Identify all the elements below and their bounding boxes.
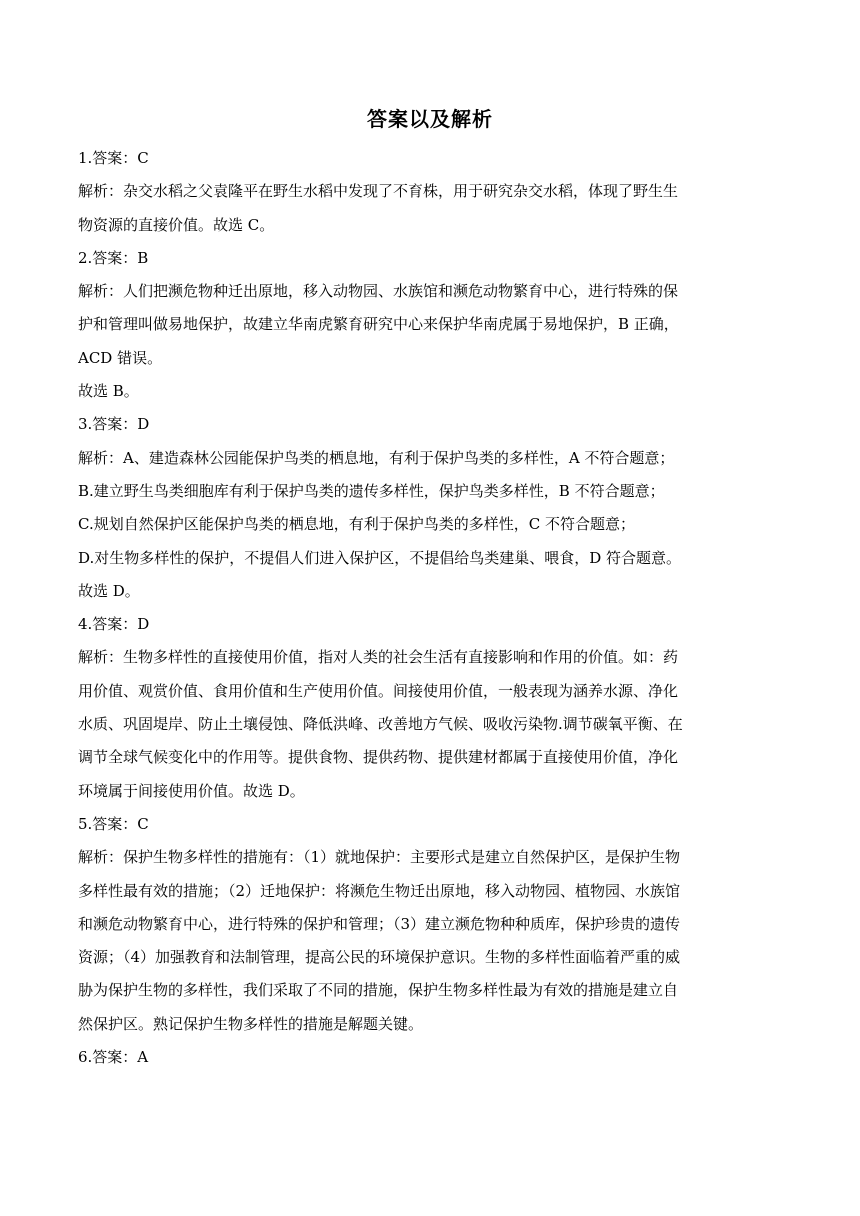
text-line: 2.答案：B — [78, 248, 149, 267]
text-line: D.对生物多样性的保护，不提倡人们进入保护区，不提倡给鸟类建巢、喂食，D 符合题意。 — [78, 548, 682, 567]
text-line: 解析：A、建造森林公园能保护鸟类的栖息地，有利于保护鸟类的多样性，A 不符合题意； — [78, 448, 675, 467]
text-line: 4.答案：D — [78, 615, 150, 634]
text-line: C.规划自然保护区能保护鸟类的栖息地，有利于保护鸟类的多样性，C 不符合题意； — [78, 515, 635, 534]
text-line: 5.答案：C — [78, 814, 149, 833]
text-line: 3.答案：D — [78, 415, 150, 434]
text-line: 1.答案：C — [78, 149, 149, 167]
text-line: 故选 D。 — [78, 581, 140, 600]
text-line: 调节全球气候变化中的作用等。提供食物、提供药物、提供建材都属于直接使用价值，净化 — [78, 748, 679, 767]
text-line: 解析：人们把濒危物种迁出原地，移入动物园、水族馆和濒危动物繁育中心，进行特殊的保 — [78, 282, 679, 301]
text-line: 故选 B。 — [78, 382, 139, 401]
text-line: 胁为保护生物的多样性，我们采取了不同的措施，保护生物多样性最为有效的措施是建立自 — [78, 981, 679, 1000]
text-line: 环境属于间接使用价值。故选 D。 — [78, 781, 305, 800]
text-line: 和濒危动物繁育中心，进行特殊的保护和管理；（3）建立濒危物种种质库，保护珍贵的遗传 — [78, 914, 681, 933]
text-line: 物资源的直接价值。故选 C。 — [78, 215, 275, 234]
text-line: 水质、巩固堤岸、防止土壤侵蚀、降低洪峰、改善地方气候、吸收污染物.调节碳氧平衡、在 — [78, 715, 683, 734]
page-title: 答案以及解析 — [367, 107, 493, 131]
text-line: B.建立野生鸟类细胞库有利于保护鸟类的遗传多样性，保护鸟类多样性，B 不符合题意； — [78, 481, 665, 500]
text-line: 然保护区。熟记保护生物多样性的措施是解题关键。 — [78, 1014, 424, 1033]
text-line: 护和管理叫做易地保护，故建立华南虎繁育研究中心来保护华南虎属于易地保护，B 正确， — [78, 315, 679, 334]
text-line: 资源；（4）加强教育和法制管理，提高公民的环境保护意识。生物的多样性面临着严重的威 — [78, 948, 681, 967]
text-line: 6.答案：A — [78, 1048, 149, 1067]
text-line: 解析：生物多样性的直接使用价值，指对人类的社会生活有直接影响和作用的价值。如：药 — [78, 648, 679, 667]
text-line: 用价值、观赏价值、食用价值和生产使用价值。间接使用价值，一般表现为涵养水源、净化 — [78, 681, 679, 700]
text-line: ACD 错误。 — [78, 348, 163, 367]
answer-content — [78, 142, 782, 1074]
text-line: 解析：保护生物多样性的措施有：（1）就地保护：主要形式是建立自然保护区，是保护生物 — [78, 848, 681, 867]
text-line: 解析：杂交水稻之父袁隆平在野生水稻中发现了不育株，用于研究杂交水稻，体现了野生生 — [78, 182, 679, 201]
text-line: 多样性最有效的措施；（2）迁地保护：将濒危生物迁出原地，移入动物园、植物园、水族馆 — [78, 881, 681, 900]
